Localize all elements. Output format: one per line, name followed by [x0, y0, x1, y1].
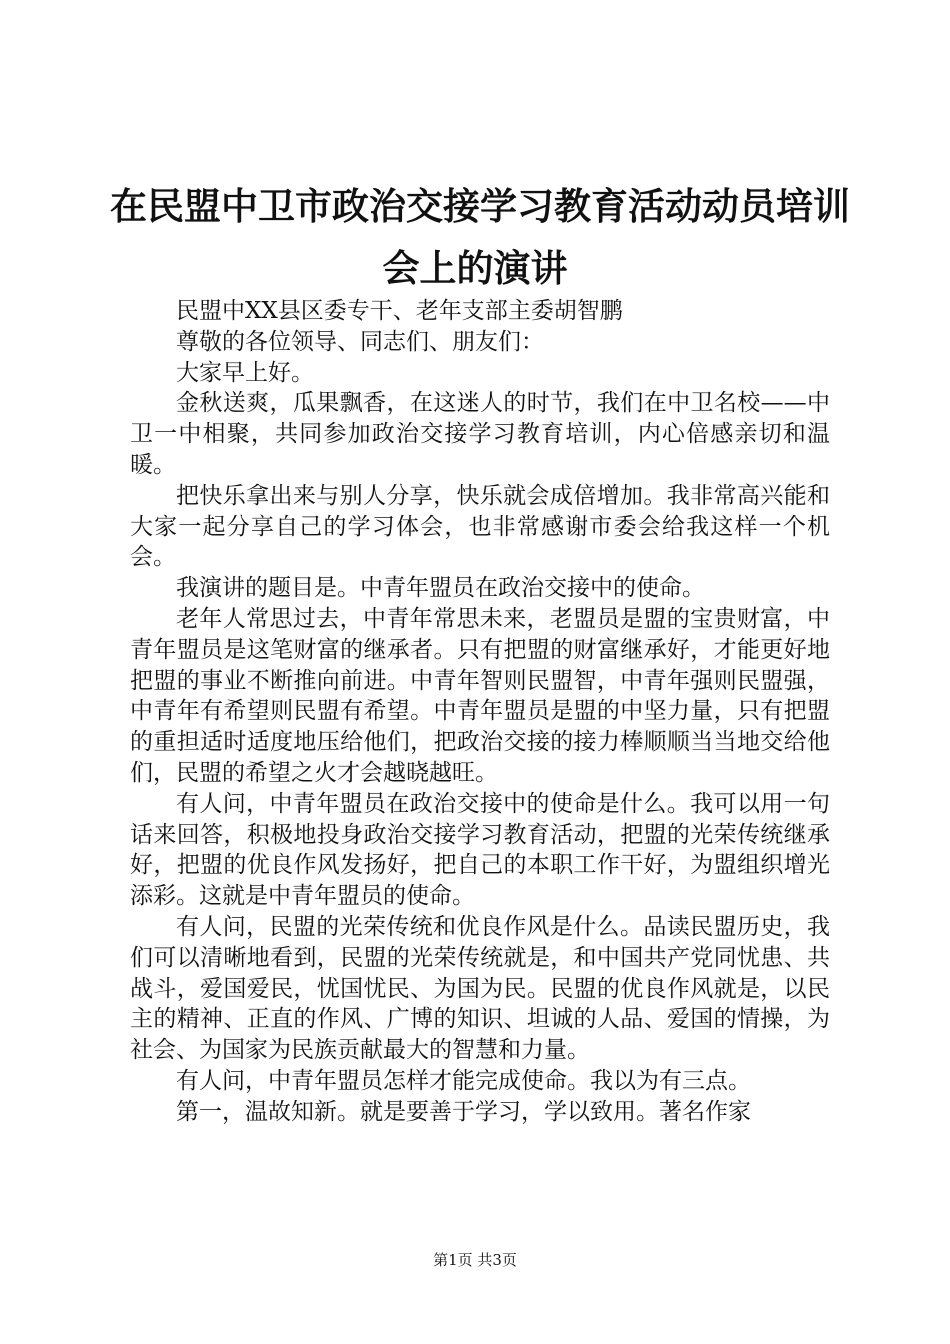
document-title-line-2: 会上的演讲: [382, 246, 568, 290]
greeting: 大家早上好。: [176, 359, 314, 386]
document-title-line-1: 在民盟中卫市政治交接学习教育活动动员培训: [110, 184, 850, 228]
paragraph: 老年人常思过去，中青年常思未来，老盟员是盟的宝贵财富，中青年盟员是这笔财富的继承者。只有把盟的财富继承好，才能更好地把盟的事业不断推向前进。中青年智则民盟智，中青年强则民盟强，中青年有希望则民盟有希望。中青年盟员是盟的中坚力量，只有把盟的重担适时适度地压给他们，把政治交接的接力棒顺顺当当地交给他们，民盟的希望之火才会越晓越旺。: [130, 605, 830, 786]
paragraph: 把快乐拿出来与别人分享，快乐就会成倍增加。我非常高兴能和大家一起分享自己的学习体会，也非常感谢市委会给我这样一个机会。: [130, 482, 830, 571]
salutation: 尊敬的各位领导、同志们、朋友们：: [176, 328, 544, 355]
paragraph: 第一，温故知新。就是要善于学习，学以致用。著名作家: [176, 1098, 751, 1125]
author-line: 民盟中XX县区委专干、老年支部主委胡智鹏: [176, 298, 623, 324]
paragraph: 有人问，中青年盟员在政治交接中的使命是什么。我可以用一句话来回答，积极地投身政治交接学习教育活动，把盟的光荣传统继承好，把盟的优良作风发扬好，把自己的本职工作干好，为盟组织增光添彩。这就是中青年盟员的使命。: [130, 790, 830, 910]
paragraph: 有人问，中青年盟员怎样才能完成使命。我以为有三点。: [176, 1067, 751, 1094]
paragraph: 金秋送爽，瓜果飘香，在这迷人的时节，我们在中卫名校——中卫一中相聚，共同参加政治交接学习教育培训，内心倍感亲切和温暖。: [130, 390, 830, 478]
document-body: [130, 296, 830, 1128]
speech-topic: 我演讲的题目是。中青年盟员在政治交接中的使命。: [176, 575, 705, 602]
paragraph: 有人问，民盟的光荣传统和优良作风是什么。品读民盟历史，我们可以清晰地看到，民盟的光荣传统就是，和中国共产党同忧患、共战斗，爱国爱民，忧国忧民、为国为民。民盟的优良作风就是，以民主的精神、正直的作风、广博的知识、坦诚的人品、爱国的情操，为社会、为国家为民族贡献最大的智慧和力量。: [130, 913, 830, 1064]
page-number: 第1页 共3页: [433, 1251, 517, 1269]
